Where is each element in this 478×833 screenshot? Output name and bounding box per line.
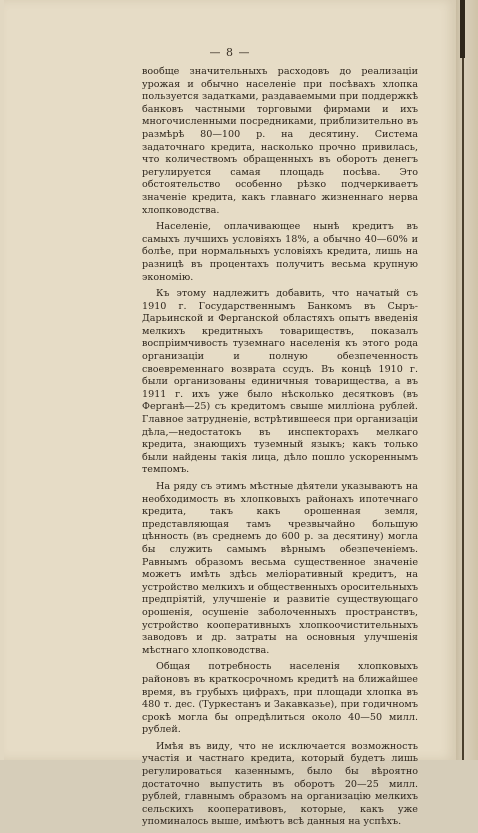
- binding-mark: [460, 0, 465, 58]
- paragraph-2: Населенiе, оплачивающее нынѣ кредитъ въ самыхъ лучшихъ условiяхъ 18%, а обычно 40—60% и болѣе, при нормальныхъ условiяхъ кредита, лишь на разницѣ въ процентахъ получитъ весьма крупную экономiю.: [142, 221, 418, 283]
- page-number-header: — 8 —: [209, 46, 251, 59]
- paragraph-6: Имѣя въ виду, что не исключается возможность участiя и частнаго кредита, который будетъ лишь регулироваться казеннымъ, было бы вѣроятно достаточно выпустить въ оборотъ 20—25 милл. рублей, главнымъ образомъ на организацiю мелкихъ сельскихъ кооперативовъ, которые, какъ уже упоминалось выше, имѣютъ всѣ данныя на успѣхъ.: [142, 740, 418, 828]
- spine-edge-line: [462, 0, 464, 760]
- paragraph-3: Къ этому надлежитъ добавить, что начатый съ 1910 г. Государственнымъ Банкомъ въ Сыръ-Дарьинской и Ферганской областяхъ опытъ введенiя мелкихъ кредитныхъ товариществъ, показалъ воспрiимчивость туземнаго населенiя къ этого рода организацiи и полную обезпеченность своевременнаго возврата ссудъ. Въ концѣ 1910 г. были организованы единичныя товарищества, а въ 1911 г. ихъ уже было нѣсколько десятковъ (въ Ферганѣ—25) съ кредитомъ свыше миллiона рублей. Главное затрудненiе, встрѣтившееся при организацiи дѣла,—недостатокъ въ инспекторахъ мелкаго кредита, знающихъ туземный языкъ; какъ только были найдены такiя лица, дѣло пошло ускореннымъ темпомъ.: [142, 288, 418, 476]
- book-page: [4, 0, 457, 828]
- paragraph-1: вообще значительныхъ расходовъ до реализацiи урожая и обычно населенiе при посѣвахъ хлопка пользуется задатками, раздаваемыми при поддержкѣ банковъ частными торговыми фирмами и ихъ многочисленными посредниками, приблизительно въ размѣрѣ 80—100 р. на десятину. Система задаточнаго кредита, насколько прочно привилась, что количествомъ обращенныхъ въ оборотъ денегъ регулируется самая площадь посѣва. Это обстоятельство особенно рѣзко подчеркиваетъ значенiе кредита, какъ главнаго жизненнаго нерва хлопководства.: [142, 66, 418, 216]
- paragraph-5: Общая потребность населенiя хлопковыхъ районовъ въ краткосрочномъ кредитѣ на ближайшее время, въ грубыхъ цифрахъ, при площади хлопка въ 480 т. дес. (Туркестанъ и Закавказье), при годичномъ срокѣ могла бы опредѣлиться около 40—50 милл. рублей.: [142, 661, 418, 736]
- paragraph-4: На ряду съ этимъ мѣстные дѣятели указываютъ на необходимость въ хлопковыхъ районахъ ипотечнаго кредита, такъ какъ орошенная земля, представляющая тамъ чрезвычайно большую цѣнность (въ среднемъ до 600 р. за десятину) могла бы служить самымъ вѣрнымъ обезпеченiемъ. Равнымъ образомъ весьма существенное значенiе можетъ имѣть здѣсь мелiоративный кредитъ, на устройство мелкихъ и общественныхъ оросительныхъ предпрiятiй, улучшенiе и развитiе существующаго орошенiя, осушенiе заболоченныхъ пространствъ, устройство кооперативныхъ хлопкоочистительныхъ заводовъ и др. затраты на основныя улучшенiя мѣстнаго хлопководства.: [142, 481, 418, 656]
- body-text: [142, 66, 418, 833]
- book-spine: [456, 0, 478, 760]
